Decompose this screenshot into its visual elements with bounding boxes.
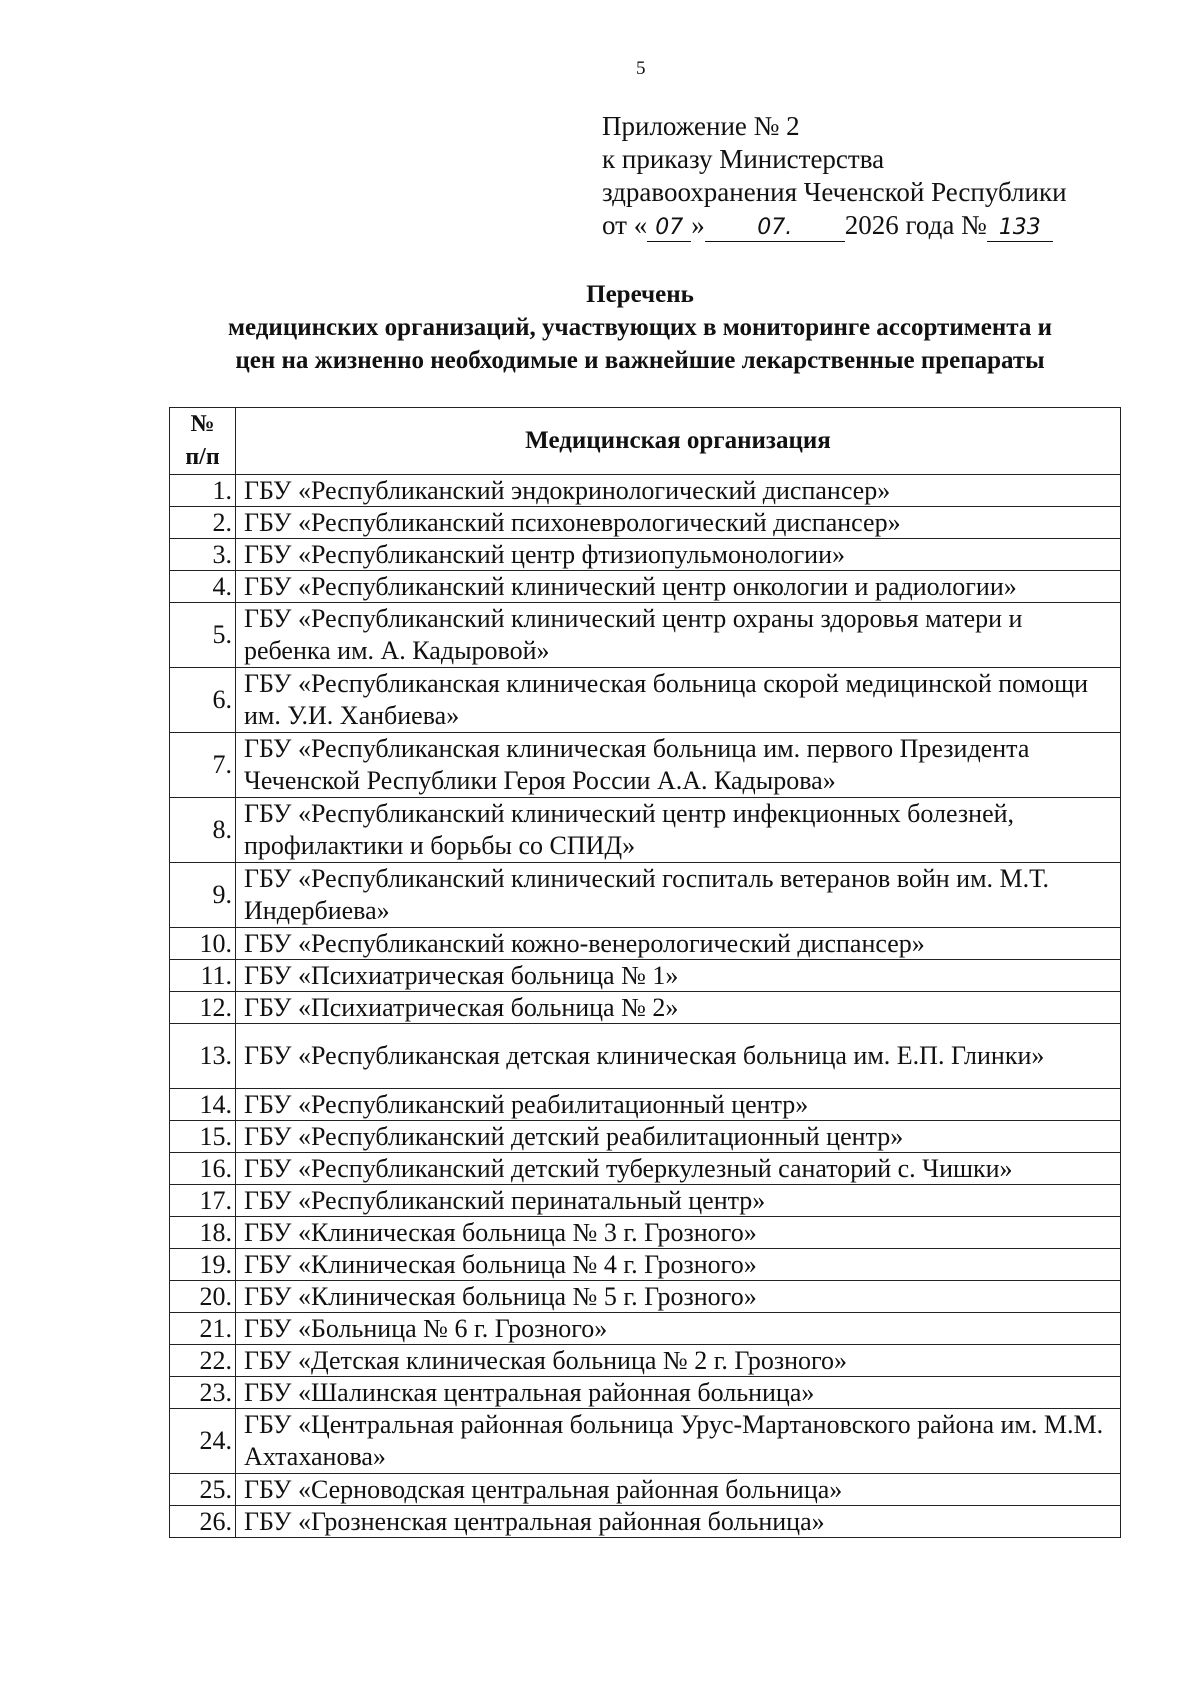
title-line-3: цен на жизненно необходимые и важнейшие лекарственные препараты [235, 347, 1045, 374]
row-number: 13. [170, 1024, 236, 1089]
row-number: 18. [170, 1217, 236, 1249]
row-organization: ГБУ «Психиатрическая больница № 1» [236, 960, 1121, 992]
handwritten-order-number: 133 [987, 215, 1053, 242]
row-organization: ГБУ «Республиканская детская клиническая больница им. Е.П. Глинки» [236, 1024, 1121, 1089]
table-row [170, 539, 1121, 571]
row-organization: ГБУ «Республиканская клиническая больница им. первого Президента Чеченской Республики Героя России А.А. Кадырова» [236, 733, 1121, 798]
row-organization: ГБУ «Республиканский центр фтизиопульмонологии» [236, 539, 1121, 571]
table-row [170, 733, 1121, 798]
handwritten-month: 07. [705, 215, 845, 242]
row-organization: ГБУ «Шалинская центральная районная больница» [236, 1377, 1121, 1409]
header-number-abbr: п/п [185, 444, 220, 470]
row-organization: ГБУ «Республиканский психоневрологический диспансер» [236, 507, 1121, 539]
row-organization: ГБУ «Клиническая больница № 3 г. Грозного» [236, 1217, 1121, 1249]
table-row [170, 1281, 1121, 1313]
row-number: 23. [170, 1377, 236, 1409]
row-number: 20. [170, 1281, 236, 1313]
appendix-line-2: к приказу Министерства [602, 144, 885, 174]
table-row [170, 798, 1121, 863]
page-number: 5 [636, 58, 646, 79]
appendix-header [602, 110, 1067, 242]
row-number: 21. [170, 1313, 236, 1345]
row-number: 8. [170, 798, 236, 863]
table-row [170, 928, 1121, 960]
header-number [170, 408, 236, 475]
table-row [170, 1474, 1121, 1506]
table-row [170, 1506, 1121, 1538]
row-number: 24. [170, 1409, 236, 1474]
row-organization: ГБУ «Республиканский детский туберкулезный санаторий с. Чишки» [236, 1153, 1121, 1185]
table-row [170, 1409, 1121, 1474]
row-number: 5. [170, 603, 236, 668]
table-row [170, 1121, 1121, 1153]
date-year-text: 2026 года № [844, 210, 987, 240]
row-organization: ГБУ «Республиканский клинический центр онкологии и радиологии» [236, 571, 1121, 603]
row-number: 16. [170, 1153, 236, 1185]
row-organization: ГБУ «Республиканский детский реабилитационный центр» [236, 1121, 1121, 1153]
table-row [170, 960, 1121, 992]
row-organization: ГБУ «Грозненская центральная районная больница» [236, 1506, 1121, 1538]
table-row [170, 475, 1121, 507]
appendix-line-3: здравоохранения Чеченской Республики [602, 177, 1067, 207]
row-organization: ГБУ «Клиническая больница № 5 г. Грозного» [236, 1281, 1121, 1313]
title-line-2: медицинских организаций, участвующих в мониторинге ассортимента и [227, 314, 1053, 341]
table-row [170, 1345, 1121, 1377]
table-row [170, 1313, 1121, 1345]
header-organization: Медицинская организация [236, 408, 1121, 475]
row-organization: ГБУ «Республиканская клиническая больница скорой медицинской помощи им. У.И. Ханбиева» [236, 668, 1121, 733]
row-number: 2. [170, 507, 236, 539]
row-organization: ГБУ «Республиканский клинический центр инфекционных болезней, профилактики и борьбы со СПИД» [236, 798, 1121, 863]
table-row [170, 1217, 1121, 1249]
table-row [170, 1185, 1121, 1217]
table-row [170, 1024, 1121, 1089]
row-organization: ГБУ «Серноводская центральная районная больница» [236, 1474, 1121, 1506]
row-organization: ГБУ «Республиканский кожно-венерологический диспансер» [236, 928, 1121, 960]
table-row [170, 992, 1121, 1024]
row-number: 7. [170, 733, 236, 798]
row-organization: ГБУ «Республиканский перинатальный центр» [236, 1185, 1121, 1217]
row-number: 3. [170, 539, 236, 571]
handwritten-day: 07 [647, 215, 691, 242]
organizations-table [169, 407, 1121, 1538]
row-number: 10. [170, 928, 236, 960]
row-number: 25. [170, 1474, 236, 1506]
row-number: 22. [170, 1345, 236, 1377]
table-row [170, 668, 1121, 733]
row-organization: ГБУ «Больница № 6 г. Грозного» [236, 1313, 1121, 1345]
row-number: 9. [170, 863, 236, 928]
title-line-1: Перечень [586, 281, 694, 308]
document-title [150, 278, 1130, 377]
row-organization: ГБУ «Центральная районная больница Урус-Мартановского района им. М.М. Ахтаханова» [236, 1409, 1121, 1474]
row-organization: ГБУ «Республиканский реабилитационный центр» [236, 1089, 1121, 1121]
table-row [170, 571, 1121, 603]
row-number: 15. [170, 1121, 236, 1153]
row-organization: ГБУ «Клиническая больница № 4 г. Грозного» [236, 1249, 1121, 1281]
table-row [170, 1089, 1121, 1121]
table-row [170, 863, 1121, 928]
row-number: 6. [170, 668, 236, 733]
row-number: 17. [170, 1185, 236, 1217]
table-row [170, 507, 1121, 539]
row-organization: ГБУ «Психиатрическая больница № 2» [236, 992, 1121, 1024]
table-body [170, 475, 1121, 1538]
row-organization: ГБУ «Республиканский клинический центр охраны здоровья матери и ребенка им. А. Кадыровой» [236, 603, 1121, 668]
appendix-line-1: Приложение № 2 [602, 111, 800, 141]
table-header-row [170, 408, 1121, 475]
row-number: 1. [170, 475, 236, 507]
row-number: 12. [170, 992, 236, 1024]
date-prefix: от « [602, 210, 648, 240]
row-number: 19. [170, 1249, 236, 1281]
header-number-symbol: № [190, 411, 215, 437]
appendix-date-line [602, 209, 1067, 242]
table-row [170, 603, 1121, 668]
row-organization: ГБУ «Детская клиническая больница № 2 г. Грозного» [236, 1345, 1121, 1377]
table-row [170, 1377, 1121, 1409]
row-number: 11. [170, 960, 236, 992]
row-number: 4. [170, 571, 236, 603]
table-row [170, 1153, 1121, 1185]
row-number: 26. [170, 1506, 236, 1538]
row-number: 14. [170, 1089, 236, 1121]
date-quote-close: » [691, 210, 705, 240]
row-organization: ГБУ «Республиканский эндокринологический диспансер» [236, 475, 1121, 507]
table-row [170, 1249, 1121, 1281]
row-organization: ГБУ «Республиканский клинический госпиталь ветеранов войн им. М.Т. Индербиева» [236, 863, 1121, 928]
